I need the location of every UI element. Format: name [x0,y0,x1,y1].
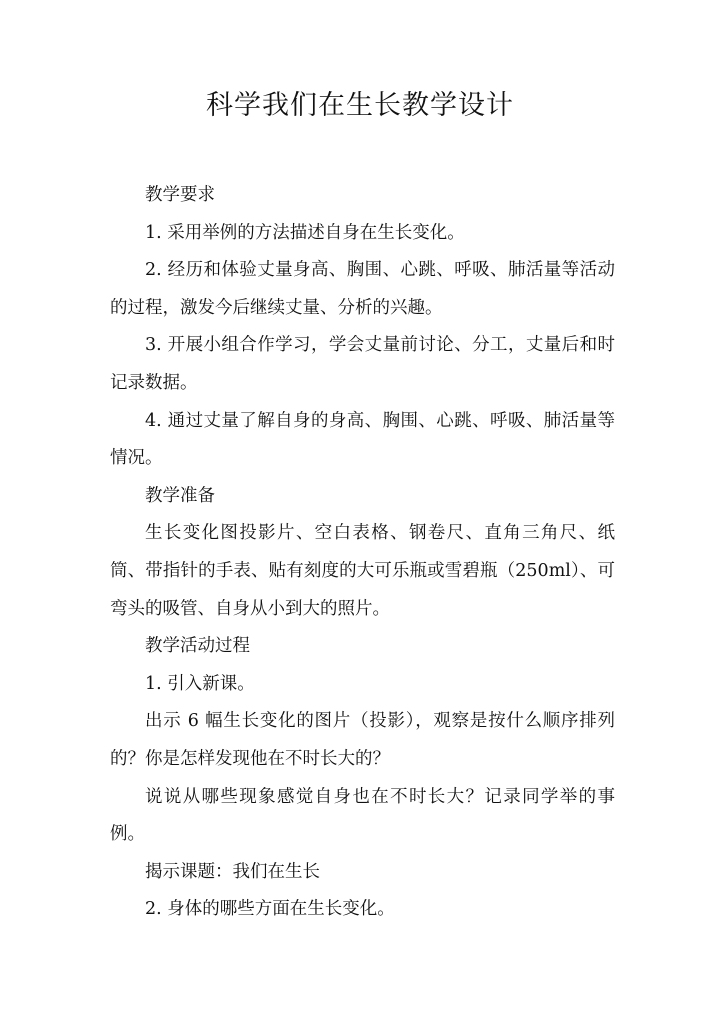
preparation-paragraph: 生长变化图投影片、空白表格、钢卷尺、直角三角尺、纸筒、带指针的手表、贴有刻度的大可乐瓶或雪碧瓶（250ml）、可弯头的吸管、自身从小到大的照片。 [110,523,615,619]
section-heading-process: 教学活动过程 [145,636,250,657]
process-step-1: 1. 引入新课。 [145,673,255,694]
process-paragraph: 说说从哪些现象感觉自身也在不时长大？记录同学举的事例。 [110,786,615,845]
requirement-item-2: 2. 经历和体验丈量身高、胸围、心跳、呼吸、肺活量等活动的过程，激发今后继续丈量、分析的兴趣。 [110,260,615,318]
document-title: 科学我们在生长教学设计 [206,90,514,121]
requirement-item-1: 1. 采用举例的方法描述自身在生长变化。 [145,222,465,243]
section-heading-requirements: 教学要求 [145,185,215,205]
process-step-2: 2. 身体的哪些方面在生长变化。 [145,899,395,920]
requirement-item-3: 3. 开展小组合作学习，学会丈量前讨论、分工，丈量后和时记录数据。 [110,335,615,393]
section-heading-preparation: 教学准备 [145,485,215,506]
process-paragraph: 出示 6 幅生长变化的图片（投影），观察是按什么顺序排列的？你是怎样发现他在不时长大的？ [110,711,615,769]
requirement-item-4: 4. 通过丈量了解自身的身高、胸围、心跳、呼吸、肺活量等情况。 [110,410,615,469]
topic-reveal: 揭示课题：我们在生长 [145,861,320,882]
document-body [110,177,615,929]
